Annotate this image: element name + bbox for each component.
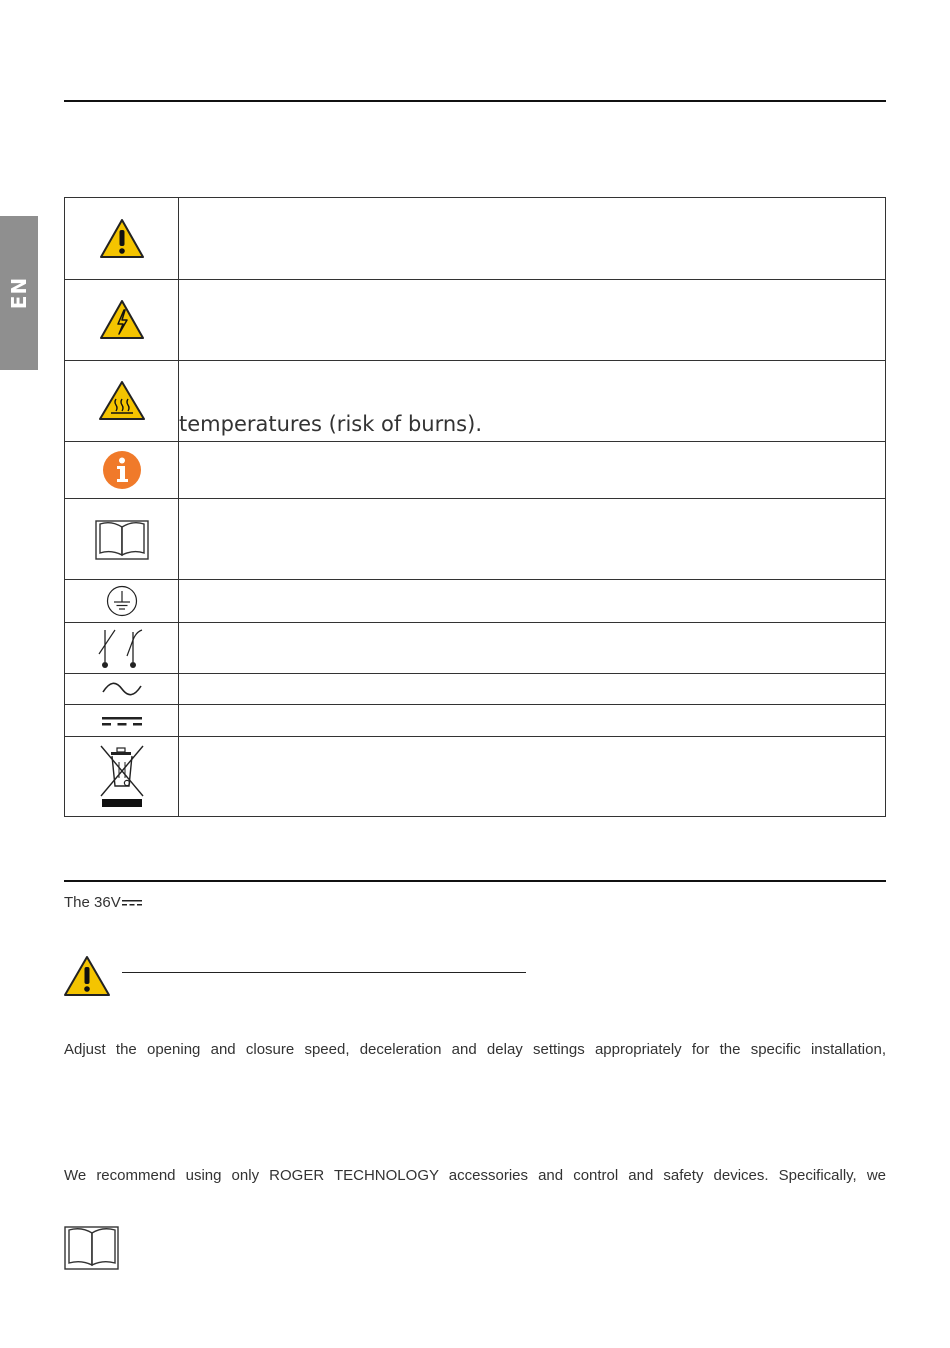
symbols-table [64,197,886,817]
table-row [65,737,886,817]
symbol-cell [65,280,179,361]
direct-current-icon [122,898,142,908]
symbol-description [179,674,886,705]
symbol-cell [65,442,179,499]
table-row [65,361,886,442]
symbol-description [179,442,886,499]
symbol-cell [65,361,179,442]
top-rule [64,100,886,102]
symbol-description [179,623,886,674]
warning-triangle-icon [98,217,146,261]
earth-ground-icon [106,585,138,617]
symbol-cell [65,198,179,280]
hot-surface-icon [97,379,147,423]
alternating-current-icon [100,679,144,699]
symbol-description [179,280,886,361]
warning-triangle-icon [62,954,112,998]
table-row [65,674,886,705]
direct-current-icon [100,713,144,729]
symbol-cell [65,623,179,674]
symbol-cell [65,580,179,623]
voltage-text: The 36V [64,894,121,911]
table-row [65,623,886,674]
manual-book-icon [64,1223,120,1271]
info-icon [102,450,142,490]
electric-hazard-icon [98,298,146,342]
symbol-description [179,737,886,817]
section-rule [64,880,886,882]
hot-surface-text: temperatures (risk of burns). [179,412,482,436]
manual-book-icon [94,517,150,561]
voltage-paragraph [64,894,142,911]
table-row [65,499,886,580]
table-row [65,198,886,280]
warning-underline [122,972,526,973]
table-row [65,705,886,737]
symbol-cell [65,705,179,737]
temperature-limits-icon [96,626,148,670]
language-tab-label: EN [7,276,31,310]
symbol-description [179,198,886,280]
table-row [65,580,886,623]
symbol-cell [65,737,179,817]
symbol-description [179,705,886,737]
symbol-description [179,499,886,580]
symbol-cell [65,674,179,705]
table-row [65,442,886,499]
symbol-description [179,361,886,442]
symbol-description [179,580,886,623]
language-tab [0,216,38,370]
speed-paragraph: Adjust the opening and closure speed, deceleration and delay settings appropriately for the specific installation, [64,1041,886,1058]
symbol-cell [65,499,179,580]
table-row [65,280,886,361]
accessories-paragraph: We recommend using only ROGER TECHNOLOGY accessories and control and safety devices. Specifically, we [64,1167,886,1184]
weee-bin-icon [97,742,147,812]
